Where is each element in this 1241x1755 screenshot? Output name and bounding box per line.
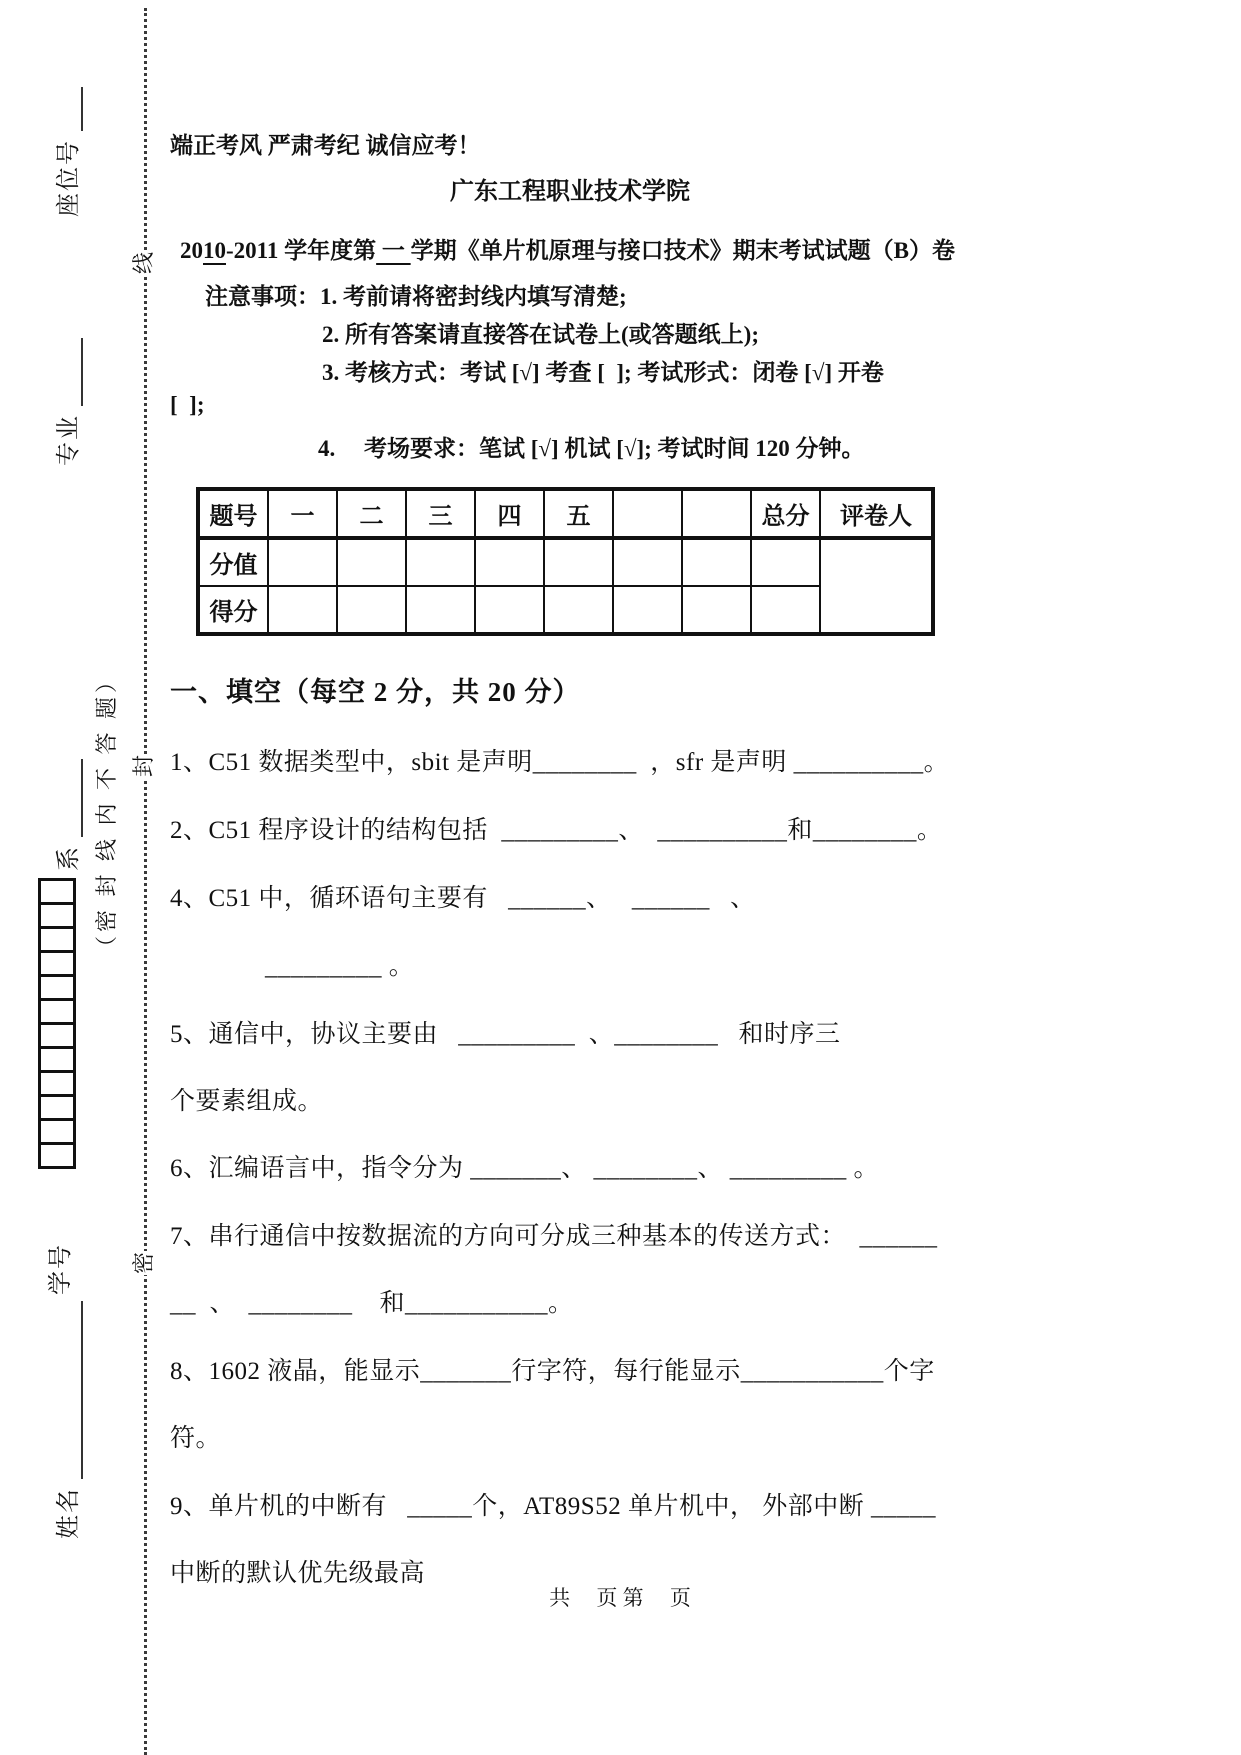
seat-number-field <box>53 87 83 217</box>
student-id-box <box>38 926 76 953</box>
score-header-cell <box>682 489 751 538</box>
page-footer: 共 页 第 页 <box>549 1586 691 1610</box>
score-table <box>196 487 935 636</box>
section-title: 一、填空（每空 2 分，共 20 分） <box>170 677 581 707</box>
seal-char-mi: 密 <box>131 1251 157 1275</box>
notice-item-3: 3. 考核方式：考试 [√] 考查 [ ]; 考试形式：闭卷 [√] 开卷 <box>322 360 884 385</box>
empty-score-cell <box>613 538 682 586</box>
school-name: 广东工程职业技术学院 <box>450 179 690 205</box>
empty-score-cell <box>544 538 613 586</box>
major-field <box>53 338 83 466</box>
question-line-7-continuation: __ 、 ________ 和___________。 <box>170 1290 574 1317</box>
department-label: 系 <box>56 845 82 871</box>
score-table-header-row <box>198 489 933 538</box>
notice-item-3-continuation: [ ]; <box>170 392 205 417</box>
empty-score-cell <box>475 538 544 586</box>
question-line-5-continuation: 个要素组成。 <box>170 1088 324 1115</box>
empty-score-cell <box>751 538 820 586</box>
empty-score-cell <box>682 538 751 586</box>
major-blank-line <box>57 338 83 406</box>
score-header-cell: 四 <box>475 489 544 538</box>
question-line-4-continuation: _________ 。 <box>265 953 415 980</box>
empty-score-cell <box>751 586 820 634</box>
name-label: 姓名 <box>56 1487 82 1539</box>
student-id-box <box>38 1070 76 1097</box>
seal-char-feng: 封 <box>131 754 157 778</box>
score-header-cell: 总分 <box>751 489 820 538</box>
empty-score-cell <box>337 538 406 586</box>
department-field <box>53 759 83 871</box>
seat-number-blank-line <box>57 87 83 131</box>
name-blank-line <box>57 1301 83 1479</box>
student-id-box <box>38 1094 76 1121</box>
question-line-9-continuation: 中断的默认优先级最高 <box>170 1560 426 1587</box>
student-id-box <box>38 974 76 1001</box>
empty-score-cell <box>268 538 337 586</box>
student-id-box <box>38 1022 76 1049</box>
exam-title-part: -2011 学年度第 <box>226 238 377 263</box>
notice-item-2: 2. 所有答案请直接答在试卷上(或答题纸上); <box>322 322 759 347</box>
notice-item-1: 注意事项：1. 考前请将密封线内填写清楚; <box>205 284 627 309</box>
empty-score-cell <box>613 586 682 634</box>
score-table-points-row <box>198 538 933 586</box>
score-header-cell <box>613 489 682 538</box>
exam-title-part: 20 <box>180 238 203 263</box>
score-header-cell: 五 <box>544 489 613 538</box>
empty-score-cell <box>475 586 544 634</box>
department-blank-line <box>57 759 83 837</box>
notice-item-4: 4. 考场要求：笔试 [√] 机试 [√]; 考试时间 120 分钟。 <box>318 436 865 461</box>
exam-title-part: 学期《单片机原理与接口技术》期末考试试题（B）卷 <box>410 238 955 263</box>
score-row-label: 得分 <box>198 586 268 634</box>
score-header-cell: 一 <box>268 489 337 538</box>
question-line-4: 4、C51 中，循环语句主要有 ______、 ______ 、 <box>170 885 756 912</box>
seal-char-xian: 线 <box>131 251 157 275</box>
grader-cell <box>820 538 933 634</box>
empty-score-cell <box>682 586 751 634</box>
exam-title-underlined-year: 10 <box>203 238 226 263</box>
student-id-field <box>45 1241 75 1295</box>
exam-title <box>180 232 955 265</box>
student-id-box <box>38 1118 76 1145</box>
question-line-8-continuation: 符。 <box>170 1425 222 1452</box>
seal-note: （密 封 线 内 不 答 题） <box>94 666 119 958</box>
empty-score-cell <box>544 586 613 634</box>
student-id-box <box>38 1046 76 1073</box>
notice-label: 注意事项： <box>205 284 320 309</box>
student-id-box <box>38 950 76 977</box>
exam-motto: 端正考风 严肃考纪 诚信应考！ <box>170 133 481 158</box>
student-id-boxes <box>38 878 74 1169</box>
empty-score-cell <box>268 586 337 634</box>
major-label: 专业 <box>56 414 82 466</box>
score-header-cell: 三 <box>406 489 475 538</box>
student-id-box <box>38 998 76 1025</box>
question-line-1: 1、C51 数据类型中，sbit 是声明________ ，sfr 是声明 __________。 <box>170 749 950 776</box>
student-id-label: 学号 <box>48 1243 74 1295</box>
seat-number-label: 座位号 <box>56 139 82 217</box>
question-line-5: 5、通信中，协议主要由 _________ 、________ 和时序三 <box>170 1021 841 1048</box>
empty-score-cell <box>406 538 475 586</box>
question-line-9: 9、单片机的中断有 _____个，AT89S52 单片机中， 外部中断 _____ <box>170 1493 936 1520</box>
student-id-box <box>38 1142 76 1169</box>
score-header-cell: 二 <box>337 489 406 538</box>
student-id-box <box>38 878 76 905</box>
question-line-8: 8、1602 液晶，能显示_______行字符，每行能显示___________个字 <box>170 1358 935 1385</box>
points-row-label: 分值 <box>198 538 268 586</box>
empty-score-cell <box>406 586 475 634</box>
student-id-box <box>38 902 76 929</box>
score-header-cell: 题号 <box>198 489 268 538</box>
name-field <box>53 1301 83 1539</box>
exam-title-underlined-term: 一 <box>376 238 411 263</box>
empty-score-cell <box>337 586 406 634</box>
question-line-2: 2、C51 程序设计的结构包括 _________、 __________和________。 <box>170 817 943 844</box>
question-line-6: 6、汇编语言中，指令分为 _______、 ________、 _________ 。 <box>170 1155 880 1182</box>
question-line-7: 7、串行通信中按数据流的方向可分成三种基本的传送方式： ______ <box>170 1223 938 1250</box>
score-header-cell: 评卷人 <box>820 489 933 538</box>
